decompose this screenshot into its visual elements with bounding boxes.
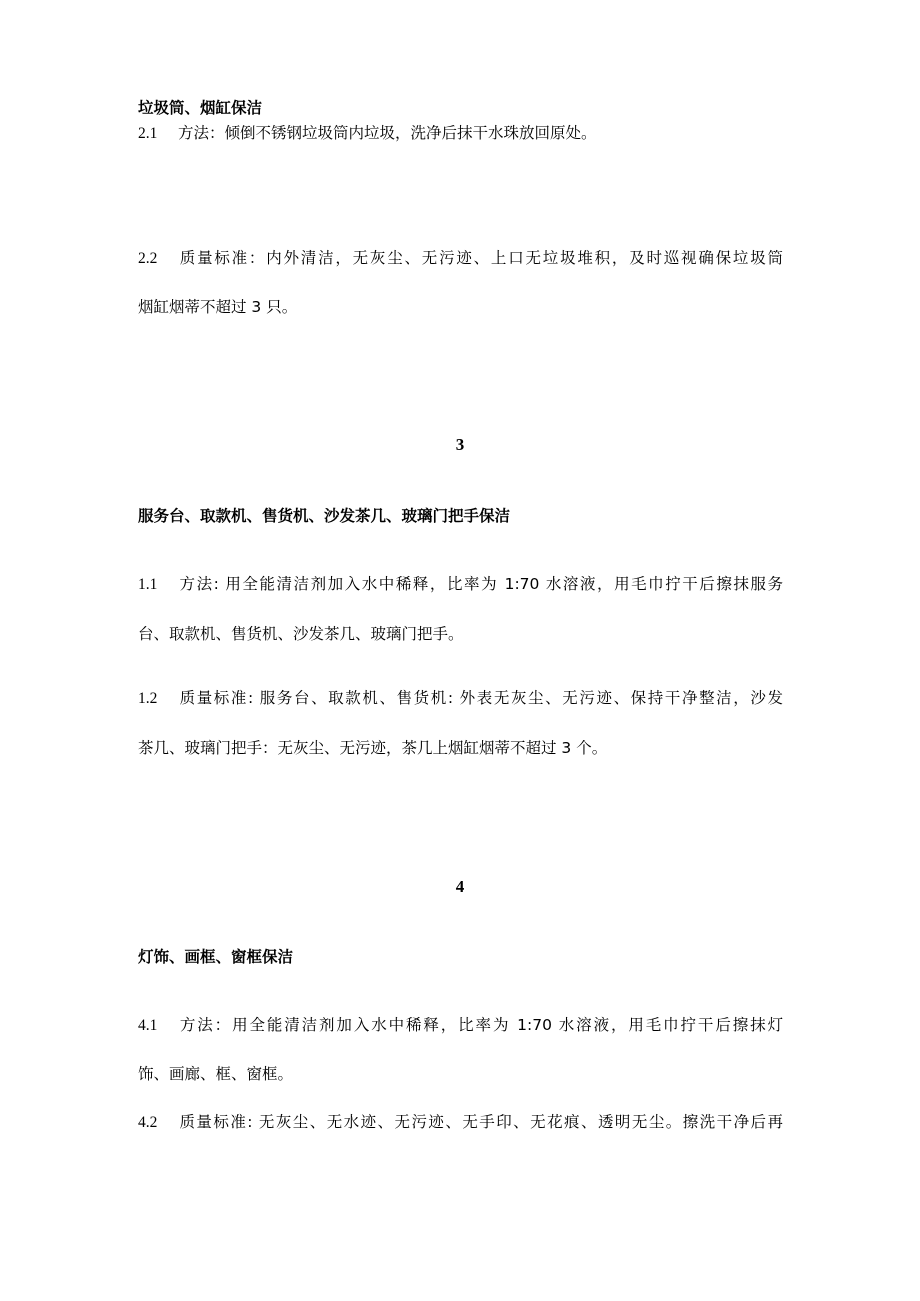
section-4-number: 4 (455, 877, 465, 896)
item-2-1-text: 方法：倾倒不锈钢垃圾筒内垃圾，洗净后抹干水珠放回原处。 (178, 124, 597, 142)
item-2-2-number: 2.2 (138, 250, 158, 267)
item-4-1-line-1 (138, 1015, 783, 1036)
section-3-heading: 服务台、取款机、售货机、沙发茶几、玻璃门把手保洁 (138, 507, 511, 525)
item-1-1-line-1 (138, 574, 783, 595)
item-2-2-line-2: 烟缸烟蒂不超过 3 只。 (138, 298, 298, 316)
item-4-1-text-line-1: 方法：用全能清洁剂加入水中稀释，比率为 1:70 水溶液，用毛巾拧干后擦抹灯 (178, 1016, 783, 1034)
item-2-1 (138, 123, 597, 144)
section-2-heading: 垃圾筒、烟缸保洁 (138, 99, 263, 117)
item-2-1-number: 2.1 (138, 125, 158, 142)
item-2-2-text-line-1: 质量标准：内外清洁，无灰尘、无污迹、上口无垃圾堆积，及时巡视确保垃圾筒 (178, 249, 783, 267)
item-4-1-line-2: 饰、画廊、框、窗框。 (138, 1065, 294, 1083)
item-1-1-text-line-1: 方法: 用全能清洁剂加入水中稀释，比率为 1:70 水溶液，用毛巾拧干后擦抹服务 (178, 575, 783, 593)
item-1-2-line-2: 茶几、玻璃门把手：无灰尘、无污迹，茶几上烟缸烟蒂不超过 3 个。 (138, 739, 608, 757)
section-4-heading: 灯饰、画框、窗框保洁 (138, 948, 294, 966)
item-4-2-number: 4.2 (138, 1114, 158, 1131)
item-1-1-line-2: 台、取款机、售货机、沙发茶几、玻璃门把手。 (138, 625, 464, 643)
item-2-2-line-1 (138, 248, 783, 269)
item-4-2-text-line-1: 质量标准: 无灰尘、无水迹、无污迹、无手印、无花痕、透明无尘。擦洗干净后再 (178, 1113, 783, 1131)
item-1-2-text-line-1: 质量标准: 服务台、取款机、售货机: 外表无灰尘、无污迹、保持干净整洁，沙发 (178, 689, 783, 707)
item-1-1-number: 1.1 (138, 576, 158, 593)
item-4-2-line-1 (138, 1112, 783, 1133)
item-4-1-number: 4.1 (138, 1017, 158, 1034)
item-1-2-line-1 (138, 688, 783, 709)
item-1-2-number: 1.2 (138, 690, 158, 707)
section-3-number: 3 (455, 435, 465, 454)
